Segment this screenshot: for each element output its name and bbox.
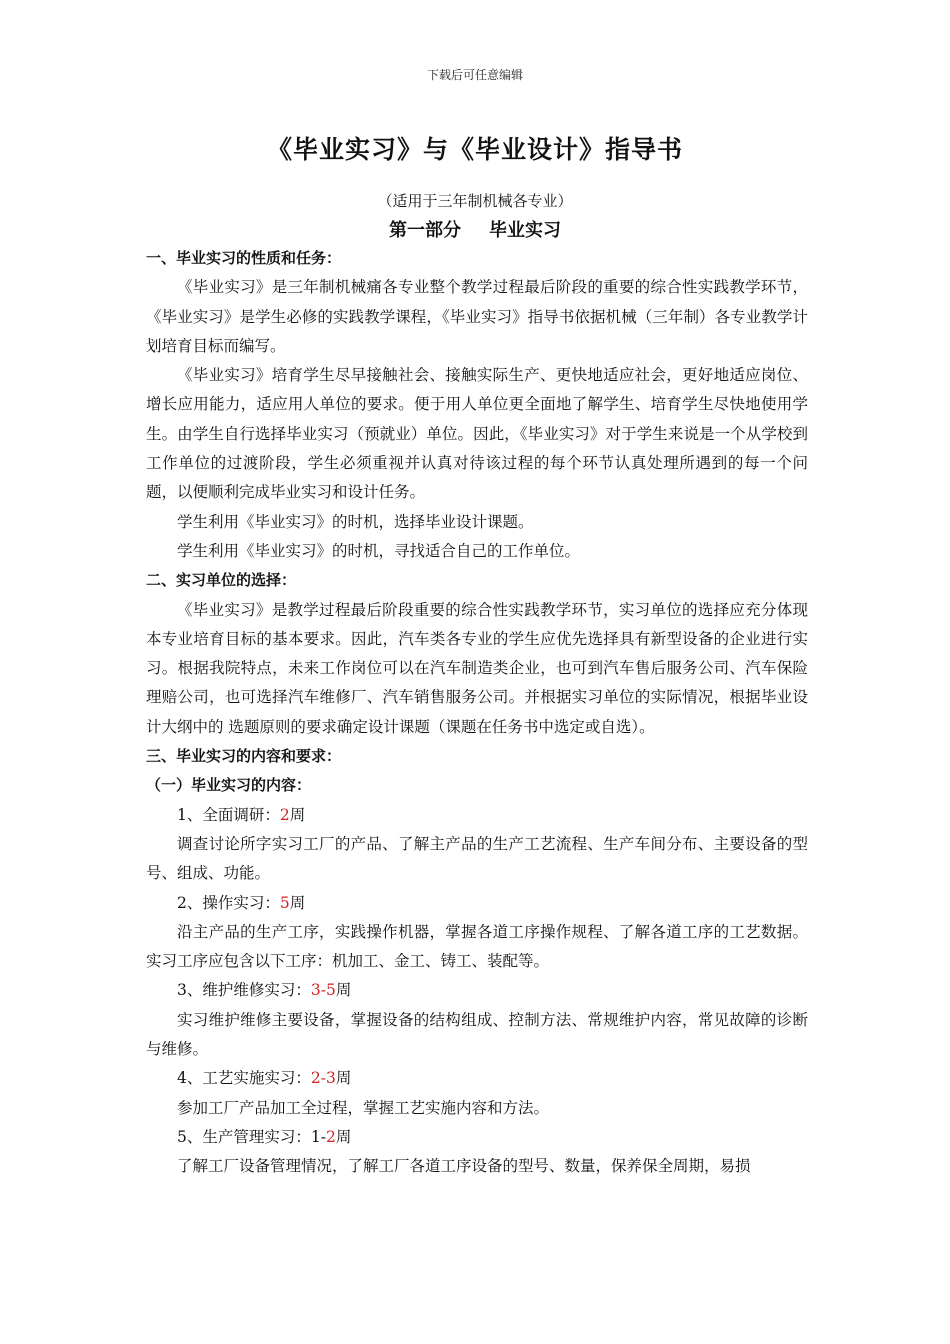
header-note: 下载后可任意编辑 [426,68,523,82]
list-item-description: 沿主产品的生产工序，实践操作机器，掌握各道工序操作规程、了解各道工序的工艺数据。实习工序应包含以下工序：机加工、金工、铸工、装配等。 [146,922,808,971]
part-title [0,216,950,242]
paragraph: 《毕业实习》是三年制机械痛各专业整个教学过程最后阶段的重要的综合性实践教学环节，《毕业实习》是学生必修的实践教学课程，《毕业实习》指导书依据机械（三年制）各专业教学计划培育目标而编写。 [146,278,808,355]
list-item-title: 5、生产管理实习：1-2周 [177,1127,352,1146]
list-item-title: 3、维护维修实习：3-5周 [177,981,352,1000]
document-body [146,244,808,1182]
duration-value: 2-3 [310,1069,336,1088]
duration-value: 2 [279,805,290,824]
list-item-description: 实习维护维修主要设备，掌握设备的结构组成、控制方法、常规维护内容，常见故障的诊断与维修。 [146,1010,808,1059]
list-item-description: 调查讨论所字实习工厂的产品、了解主产品的生产工艺流程、生产车间分布、主要设备的型号、组成、功能。 [146,834,808,883]
section-heading: 三、毕业实习的内容和要求： [146,747,342,766]
paragraph: 学生利用《毕业实习》的时机，选择毕业设计课题。 [177,512,534,531]
part-name: 毕业实习 [489,220,561,241]
paragraph: 学生利用《毕业实习》的时机，寻找适合自己的工作单位。 [177,541,581,560]
section-heading: 二、实习单位的选择： [146,571,297,590]
paragraph: 《毕业实习》培育学生尽早接触社会、接触实际生产、更快地适应社会，更好地适应岗位、增长应用能力，适应用人单位的要求。便于用人单位更全面地了解学生、培育学生尽快地使用学生。由学生自行选择毕业实习（预就业）单位。因此，《毕业实习》对于学生来说是一个从学校到工作单位的过渡阶段，学生必须重视并认真对待该过程的每个环节认真处理所遇到的每一个问题，以便顺利完成毕业实习和设计任务。 [146,366,808,502]
duration-value: 5 [279,893,290,912]
document-title: 《毕业实习》与《毕业设计》指导书 [266,135,683,164]
list-item-title: 1、全面调研：2周 [177,805,306,824]
document-subtitle: （适用于三年制机械各专业） [377,192,573,210]
list-item-description: 了解工厂设备管理情况，了解工厂各道工序设备的型号、数量，保养保全周期，易损 [177,1157,751,1176]
paragraph: 《毕业实习》是教学过程最后阶段重要的综合性实践教学环节，实习单位的选择应充分体现本专业培育目标的基本要求。因此，汽车类各专业的学生应优先选择具有新型设备的企业进行实习。根据我院特点，未来工作岗位可以在汽车制造类企业，也可到汽车售后服务公司、汽车保险理赔公司，也可选择汽车维修厂、汽车销售服务公司。并根据实习单位的实际情况，根据毕业设计大纲中的 选题原则的要求确定设计课题（课题在任务书中选定或自选）。 [146,600,808,736]
duration-value: 2 [325,1127,336,1146]
list-item-title: 4、工艺实施实习：2-3周 [177,1069,352,1088]
list-item-description: 参加工厂产品加工全过程，掌握工艺实施内容和方法。 [177,1098,550,1117]
section-heading: 一、毕业实习的性质和任务： [146,249,342,267]
part-label: 第一部分 [389,220,461,241]
duration-value: 3-5 [310,981,336,1000]
subsection-heading: （一）毕业实习的内容： [146,776,312,795]
list-item-title: 2、操作实习：5周 [177,893,306,912]
